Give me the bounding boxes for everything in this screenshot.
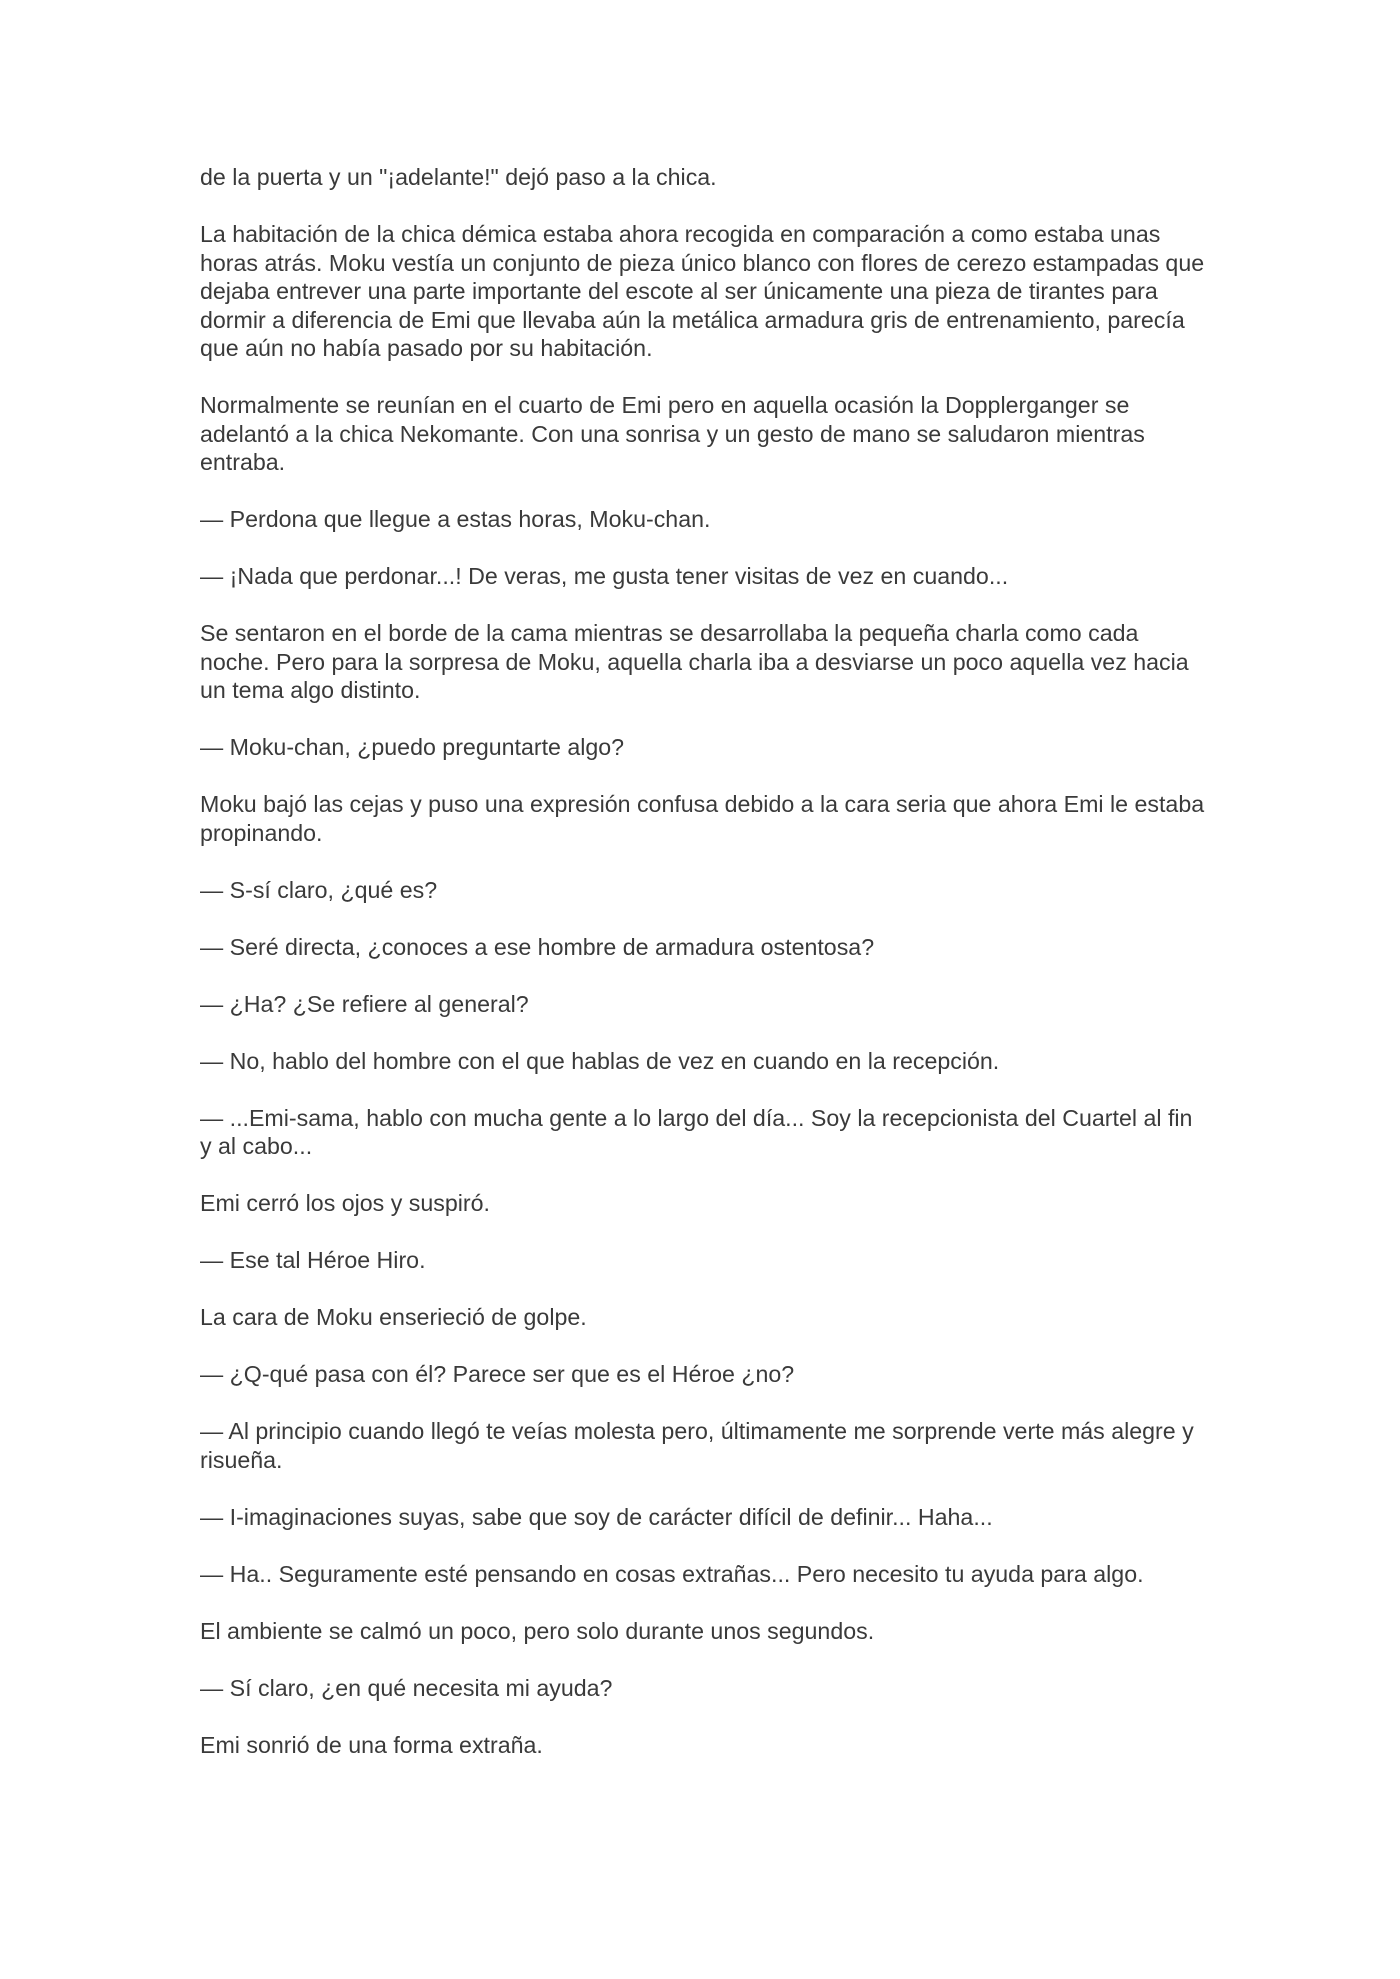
paragraph: Emi cerró los ojos y suspiró.	[200, 1190, 490, 1216]
dialogue-line: — Al principio cuando llegó te veías molesta pero, últimamente me sorprende verte más alegre y risueña.	[200, 1418, 1194, 1473]
dialogue-line: — Moku-chan, ¿puedo preguntarte algo?	[200, 734, 625, 760]
paragraph: Emi sonrió de una forma extraña.	[200, 1731, 543, 1758]
dialogue-line: — I-imaginaciones suyas, sabe que soy de carácter difícil de definir... Haha...	[200, 1503, 993, 1530]
dialogue-line: — S-sí claro, ¿qué es?	[200, 876, 438, 903]
document-body	[200, 163, 1210, 1788]
dialogue-line: — Seré directa, ¿conoces a ese hombre de armadura ostentosa?	[200, 933, 875, 960]
dialogue-line: — Sí claro, ¿en qué necesita mi ayuda?	[200, 1674, 613, 1701]
dialogue-line: — ¡Nada que perdonar...! De veras, me gusta tener visitas de vez en cuando...	[200, 563, 1009, 589]
dialogue-line: — ...Emi-sama, hablo con mucha gente a lo largo del día... Soy la recepcionista del Cuartel al fin y al cabo...	[200, 1104, 1193, 1159]
paragraph: La habitación de la chica démica estaba ahora recogida en comparación a como estaba unas horas atrás. Moku vestía un conjunto de pieza único blanco con flores de cerezo estampadas que dejaba entrever una parte importante del escote al ser únicamente una pieza de tirantes para dormir a diferencia de Emi que llevaba aún la metálica armadura gris de entrenamiento, parecía que aún no había pasado por su habitación.	[200, 221, 1205, 361]
paragraph: Se sentaron en el borde de la cama mientras se desarrollaba la pequeña charla como cada noche. Pero para la sorpresa de Moku, aquella charla iba a desviarse un poco aquella vez hacia un tema algo distinto.	[200, 620, 1189, 703]
paragraph: Normalmente se reunían en el cuarto de Emi pero en aquella ocasión la Dopplerganger se adelantó a la chica Nekomante. Con una sonrisa y un gesto de mano se saludaron mientras entraba.	[200, 392, 1145, 475]
paragraph: El ambiente se calmó un poco, pero solo durante unos segundos.	[200, 1617, 875, 1644]
dialogue-line: — Ha.. Seguramente esté pensando en cosas extrañas... Pero necesito tu ayuda para algo.	[200, 1560, 1144, 1587]
paragraph: Moku bajó las cejas y puso una expresión confusa debido a la cara seria que ahora Emi le estaba propinando.	[200, 791, 1205, 846]
dialogue-line: — Perdona que llegue a estas horas, Moku-chan.	[200, 506, 711, 532]
dialogue-line: — Ese tal Héroe Hiro.	[200, 1247, 426, 1273]
dialogue-line: — ¿Q-qué pasa con él? Parece ser que es el Héroe ¿no?	[200, 1361, 795, 1387]
dialogue-line: — No, hablo del hombre con el que hablas de vez en cuando en la recepción.	[200, 1047, 1000, 1074]
dialogue-line: — ¿Ha? ¿Se refiere al general?	[200, 990, 529, 1017]
paragraph: de la puerta y un "¡adelante!" dejó paso a la chica.	[200, 164, 717, 190]
paragraph: La cara de Moku enserieció de golpe.	[200, 1304, 587, 1330]
